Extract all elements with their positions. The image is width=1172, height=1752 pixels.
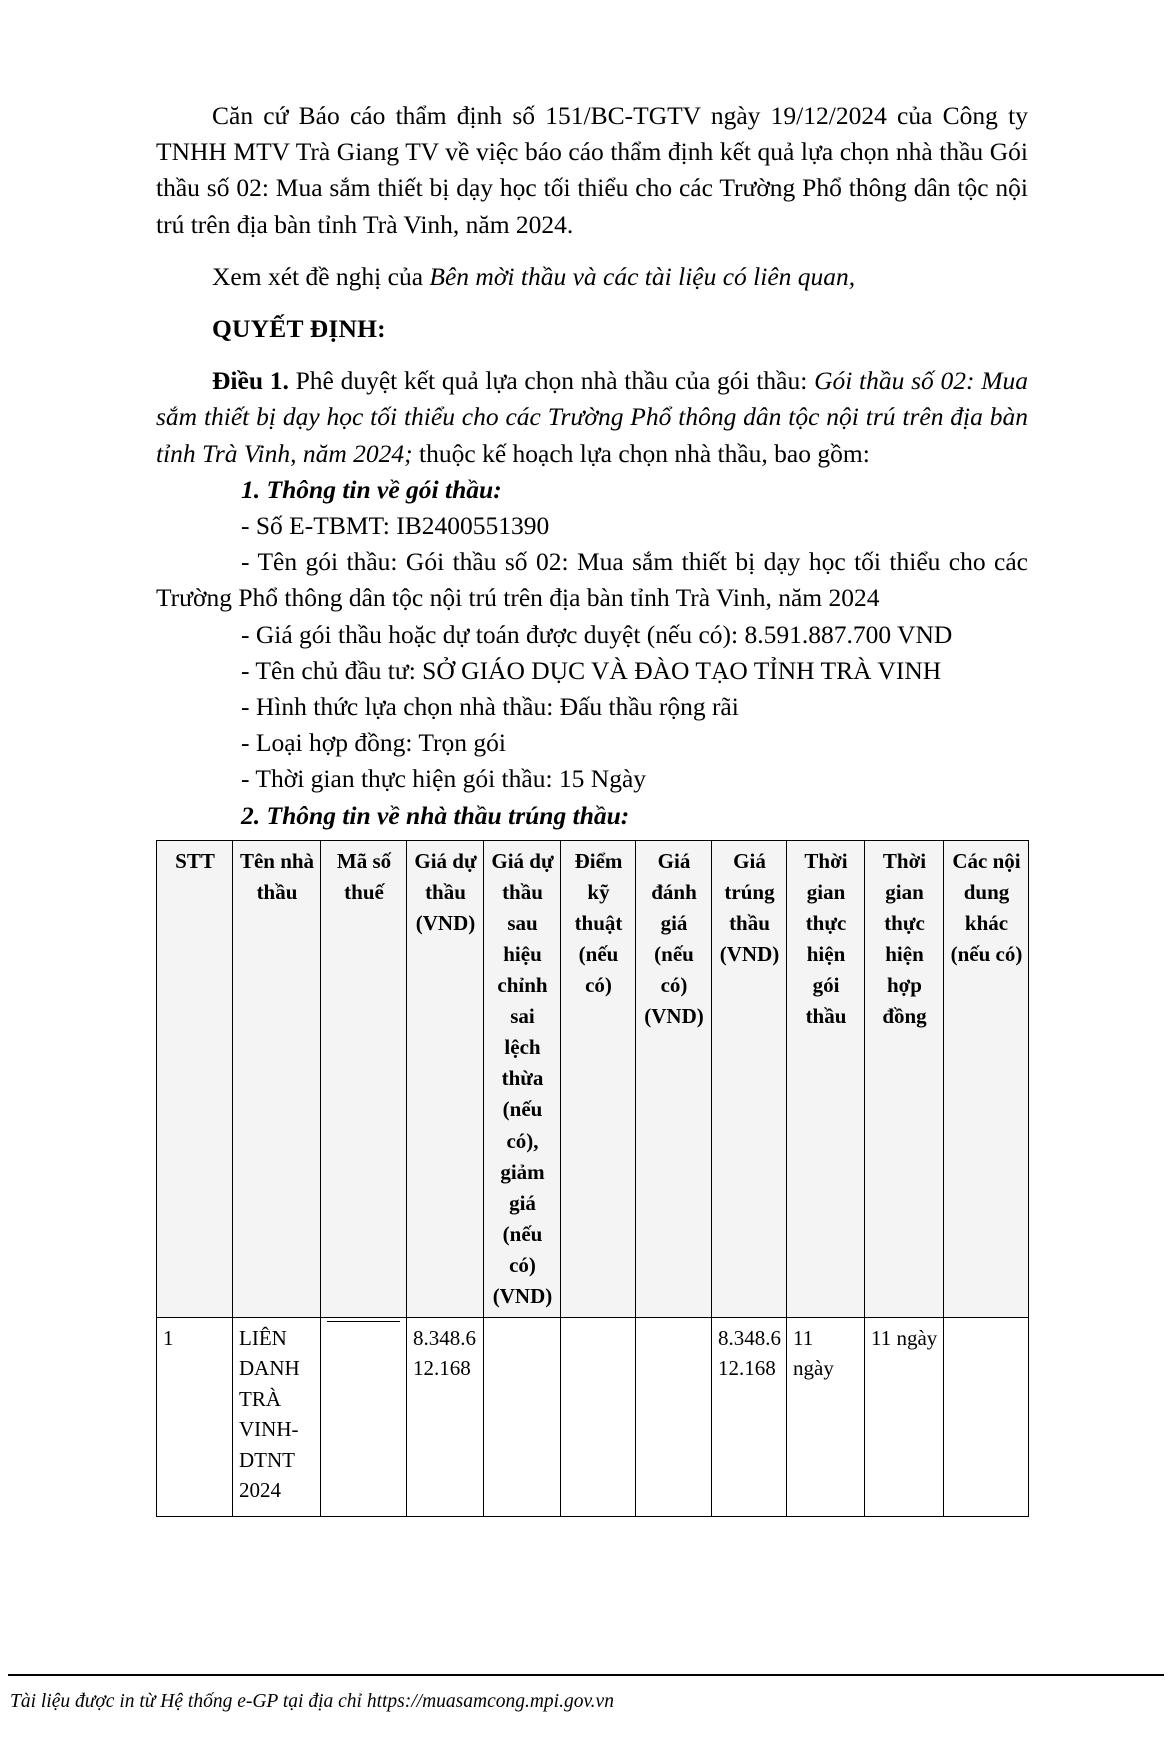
cell-gia-trung-thau: 8.348.612.168 <box>712 1318 787 1517</box>
cell-ten-nha-thau: LIÊN DANH TRÀ VINH-DTNT 2024 <box>233 1318 321 1517</box>
paragraph-consider <box>156 259 1028 295</box>
th-gia-du-thau-hieu-chinh: Giá dự thầu sau hiệu chỉnh sai lệch thừa (nếu có), giảm giá (nếu có) (VND) <box>484 840 561 1317</box>
consider-italic: Bên mời thầu và các tài liệu có liên quan, <box>429 261 856 291</box>
cell-gia-du-thau-hieu-chinh <box>484 1318 561 1517</box>
th-ten-nha-thau: Tên nhà thầu <box>233 840 321 1317</box>
document-body <box>156 98 1028 1517</box>
winning-bidder-table <box>156 840 1029 1517</box>
article-label: Điều 1. <box>212 366 289 396</box>
decision-heading: QUYẾT ĐỊNH: <box>212 314 386 344</box>
item-investor: - Tên chủ đầu tư: SỞ GIÁO DỤC VÀ ĐÀO TẠO TỈNH TRÀ VINH <box>241 655 942 685</box>
paragraph-article-1 <box>156 363 1028 472</box>
item-etbmt: - Số E-TBMT: IB2400551390 <box>241 511 550 541</box>
cell-stt: 1 <box>157 1318 233 1517</box>
item-duration: - Thời gian thực hiện gói thầu: 15 Ngày <box>241 764 647 794</box>
th-stt: STT <box>157 840 233 1317</box>
cell-gia-du-thau: 8.348.612.168 <box>407 1318 484 1517</box>
spacer <box>156 347 1028 363</box>
th-thoi-gian-goi-thau: Thời gian thực hiện gói thầu <box>787 840 865 1317</box>
th-diem-ky-thuat: Điểm kỹ thuật (nếu có) <box>561 840 636 1317</box>
paragraph-basis: Căn cứ Báo cáo thẩm định số 151/BC-TGTV ngày 19/12/2024 của Công ty TNHH MTV Trà Giang TV về việc báo cáo thẩm định kết quả lựa chọn nhà thầu Gói thầu số 02: Mua sắm thiết bị dạy học tối thiểu cho các Trường Phổ thông dân tộc nội trú trên địa bàn tỉnh Trà Vinh, năm 2024. <box>156 101 1028 239</box>
article-text-1: Phê duyệt kết quả lựa chọn nhà thầu của gói thầu: <box>288 366 815 396</box>
cell-diem-ky-thuat <box>561 1318 636 1517</box>
section-2-heading: 2. Thông tin về nhà thầu trúng thầu: <box>241 800 630 830</box>
cell-gia-danh-gia <box>636 1318 712 1517</box>
cell-thoi-gian-hop-dong: 11 ngày <box>865 1318 944 1517</box>
footer-note: Tài liệu được in từ Hệ thống e-GP tại địa chỉ https://muasamcong.mpi.gov.vn <box>10 1691 614 1712</box>
table-row <box>157 1318 1029 1517</box>
page-footer <box>0 1674 1172 1752</box>
table-header-row <box>157 840 1029 1317</box>
th-thoi-gian-hop-dong: Thời gian thực hiện hợp đồng <box>865 840 944 1317</box>
item-package-name: - Tên gói thầu: Gói thầu số 02: Mua sắm thiết bị dạy học tối thiểu cho các Trường Phổ thông dân tộc nội trú trên địa bàn tỉnh Trà Vinh, năm 2024 <box>156 547 1028 613</box>
th-gia-trung-thau: Giá trúng thầu (VND) <box>712 840 787 1317</box>
cell-thoi-gian-goi-thau: 11 ngày <box>787 1318 865 1517</box>
item-contract-type: - Loại hợp đồng: Trọn gói <box>241 728 506 758</box>
empty-field-line <box>327 1321 400 1322</box>
th-ma-so-thue: Mã số thuế <box>321 840 407 1317</box>
footer-divider <box>8 1674 1164 1676</box>
th-gia-danh-gia: Giá đánh giá (nếu có) (VND) <box>636 840 712 1317</box>
article-italic: Gói thầu số 02: Mua sắm thiết bị dạy học tối thiểu cho các Trường Phổ thông dân tộc nội trú trên địa bàn tỉnh Trà Vinh, năm 2024; <box>156 366 1028 468</box>
cell-ma-so-thue <box>321 1318 407 1517</box>
consider-prefix: Xem xét đề nghị của <box>212 261 430 291</box>
spacer <box>156 243 1028 259</box>
th-gia-du-thau: Giá dự thầu (VND) <box>407 840 484 1317</box>
item-package-price: - Giá gói thầu hoặc dự toán được duyệt (nếu có): 8.591.887.700 VND <box>241 619 953 649</box>
article-text-2: thuộc kế hoạch lựa chọn nhà thầu, bao gồm: <box>412 438 870 468</box>
cell-noi-dung-khac <box>944 1318 1029 1517</box>
section-1-heading: 1. Thông tin về gói thầu: <box>241 474 502 504</box>
spacer <box>156 295 1028 311</box>
item-selection-method: - Hình thức lựa chọn nhà thầu: Đấu thầu rộng rãi <box>241 692 739 722</box>
th-noi-dung-khac: Các nội dung khác (nếu có) <box>944 840 1029 1317</box>
